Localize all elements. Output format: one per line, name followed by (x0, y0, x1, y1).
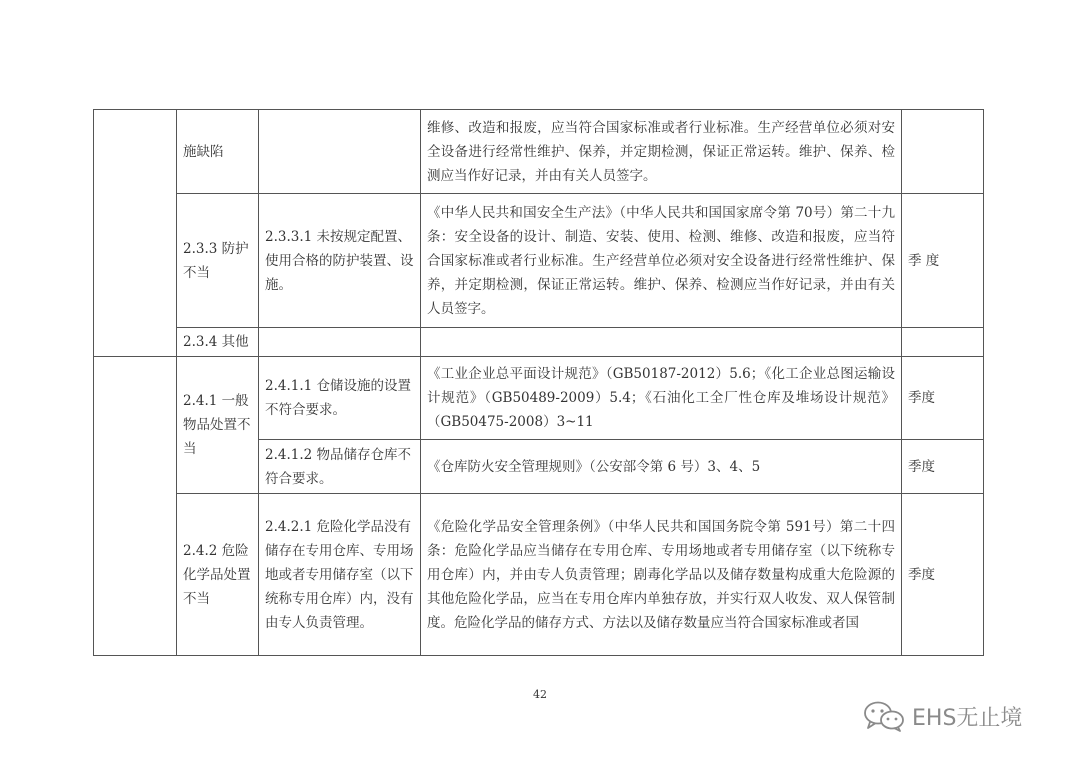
standard-cell (259, 328, 421, 357)
table-row (94, 494, 984, 656)
cycle-cell: 季度 (902, 357, 984, 440)
table-row (94, 194, 984, 328)
hazard-item-cell: 2.3.3 防护不当 (177, 194, 259, 328)
standard-cell: 2.4.2.1 危险化学品没有储存在专用仓库、专用场地或者专用储存室（以下统称专用仓库）内，没有由专人负责管理。 (259, 494, 421, 656)
legal-basis-cell: 《仓库防火安全管理规则》（公安部令第 6 号）3、4、5 (421, 440, 902, 494)
watermark-text: EHS无止境 (912, 705, 1023, 731)
cycle-cell: 季 度 (902, 194, 984, 328)
wechat-icon (862, 700, 906, 732)
table-row (94, 328, 984, 357)
cycle-cell: 季度 (902, 494, 984, 656)
category-cell (94, 110, 177, 357)
watermark (862, 700, 1022, 732)
legal-basis-cell (421, 328, 902, 357)
standard-cell: 2.3.3.1 未按规定配置、使用合格的防护装置、设施。 (259, 194, 421, 328)
hazard-item-cell: 施缺陷 (177, 110, 259, 194)
hazard-item-cell: 2.4.1 一般物品处置不当 (177, 357, 259, 494)
standard-cell (259, 110, 421, 194)
legal-basis-cell: 《中华人民共和国安全生产法》（中华人民共和国国家席令第 70号）第二十九条：安全设备的设计、制造、安装、使用、检测、维修、改造和报废，应当符合国家标准或者行业标准。生产经营单位必须对安全设备进行经常性维护、保养，并定期检测，保证正常运转。维护、保养、检测应当作好记录，并由有关人员签字。 (421, 194, 902, 328)
cycle-cell (902, 110, 984, 194)
hazard-item-cell: 2.3.4 其他 (177, 328, 259, 357)
legal-basis-cell: 《工业企业总平面设计规范》（GB50187-2012）5.6；《化工企业总图运输设计规范》（GB50489-2009）5.4；《石油化工全厂性仓库及堆场设计规范》（GB50475-2008）3~11 (421, 357, 902, 440)
table-row (94, 357, 984, 440)
legal-basis-cell: 《危险化学品安全管理条例》（中华人民共和国国务院令第 591号）第二十四条：危险化学品应当储存在专用仓库、专用场地或者专用储存室（以下统称专用仓库）内，并由专人负责管理；剧毒化学品以及储存数量构成重大危险源的其他危险化学品，应当在专用仓库内单独存放，并实行双人收发、双人保管制度。危险化学品的储存方式、方法以及储存数量应当符合国家标准或者国 (421, 494, 902, 656)
standard-cell: 2.4.1.2 物品储存仓库不符合要求。 (259, 440, 421, 494)
hazard-item-cell: 2.4.2 危险化学品处置不当 (177, 494, 259, 656)
cycle-cell: 季度 (902, 440, 984, 494)
cycle-cell (902, 328, 984, 357)
page-number: 42 (533, 688, 547, 701)
legal-basis-cell: 维修、改造和报废，应当符合国家标准或者行业标准。生产经营单位必须对安全设备进行经常性维护、保养，并定期检测，保证正常运转。维护、保养、检测应当作好记录，并由有关人员签字。 (421, 110, 902, 194)
standard-cell: 2.4.1.1 仓储设施的设置不符合要求。 (259, 357, 421, 440)
table-row (94, 110, 984, 194)
inspection-table (93, 109, 984, 656)
category-cell (94, 357, 177, 656)
